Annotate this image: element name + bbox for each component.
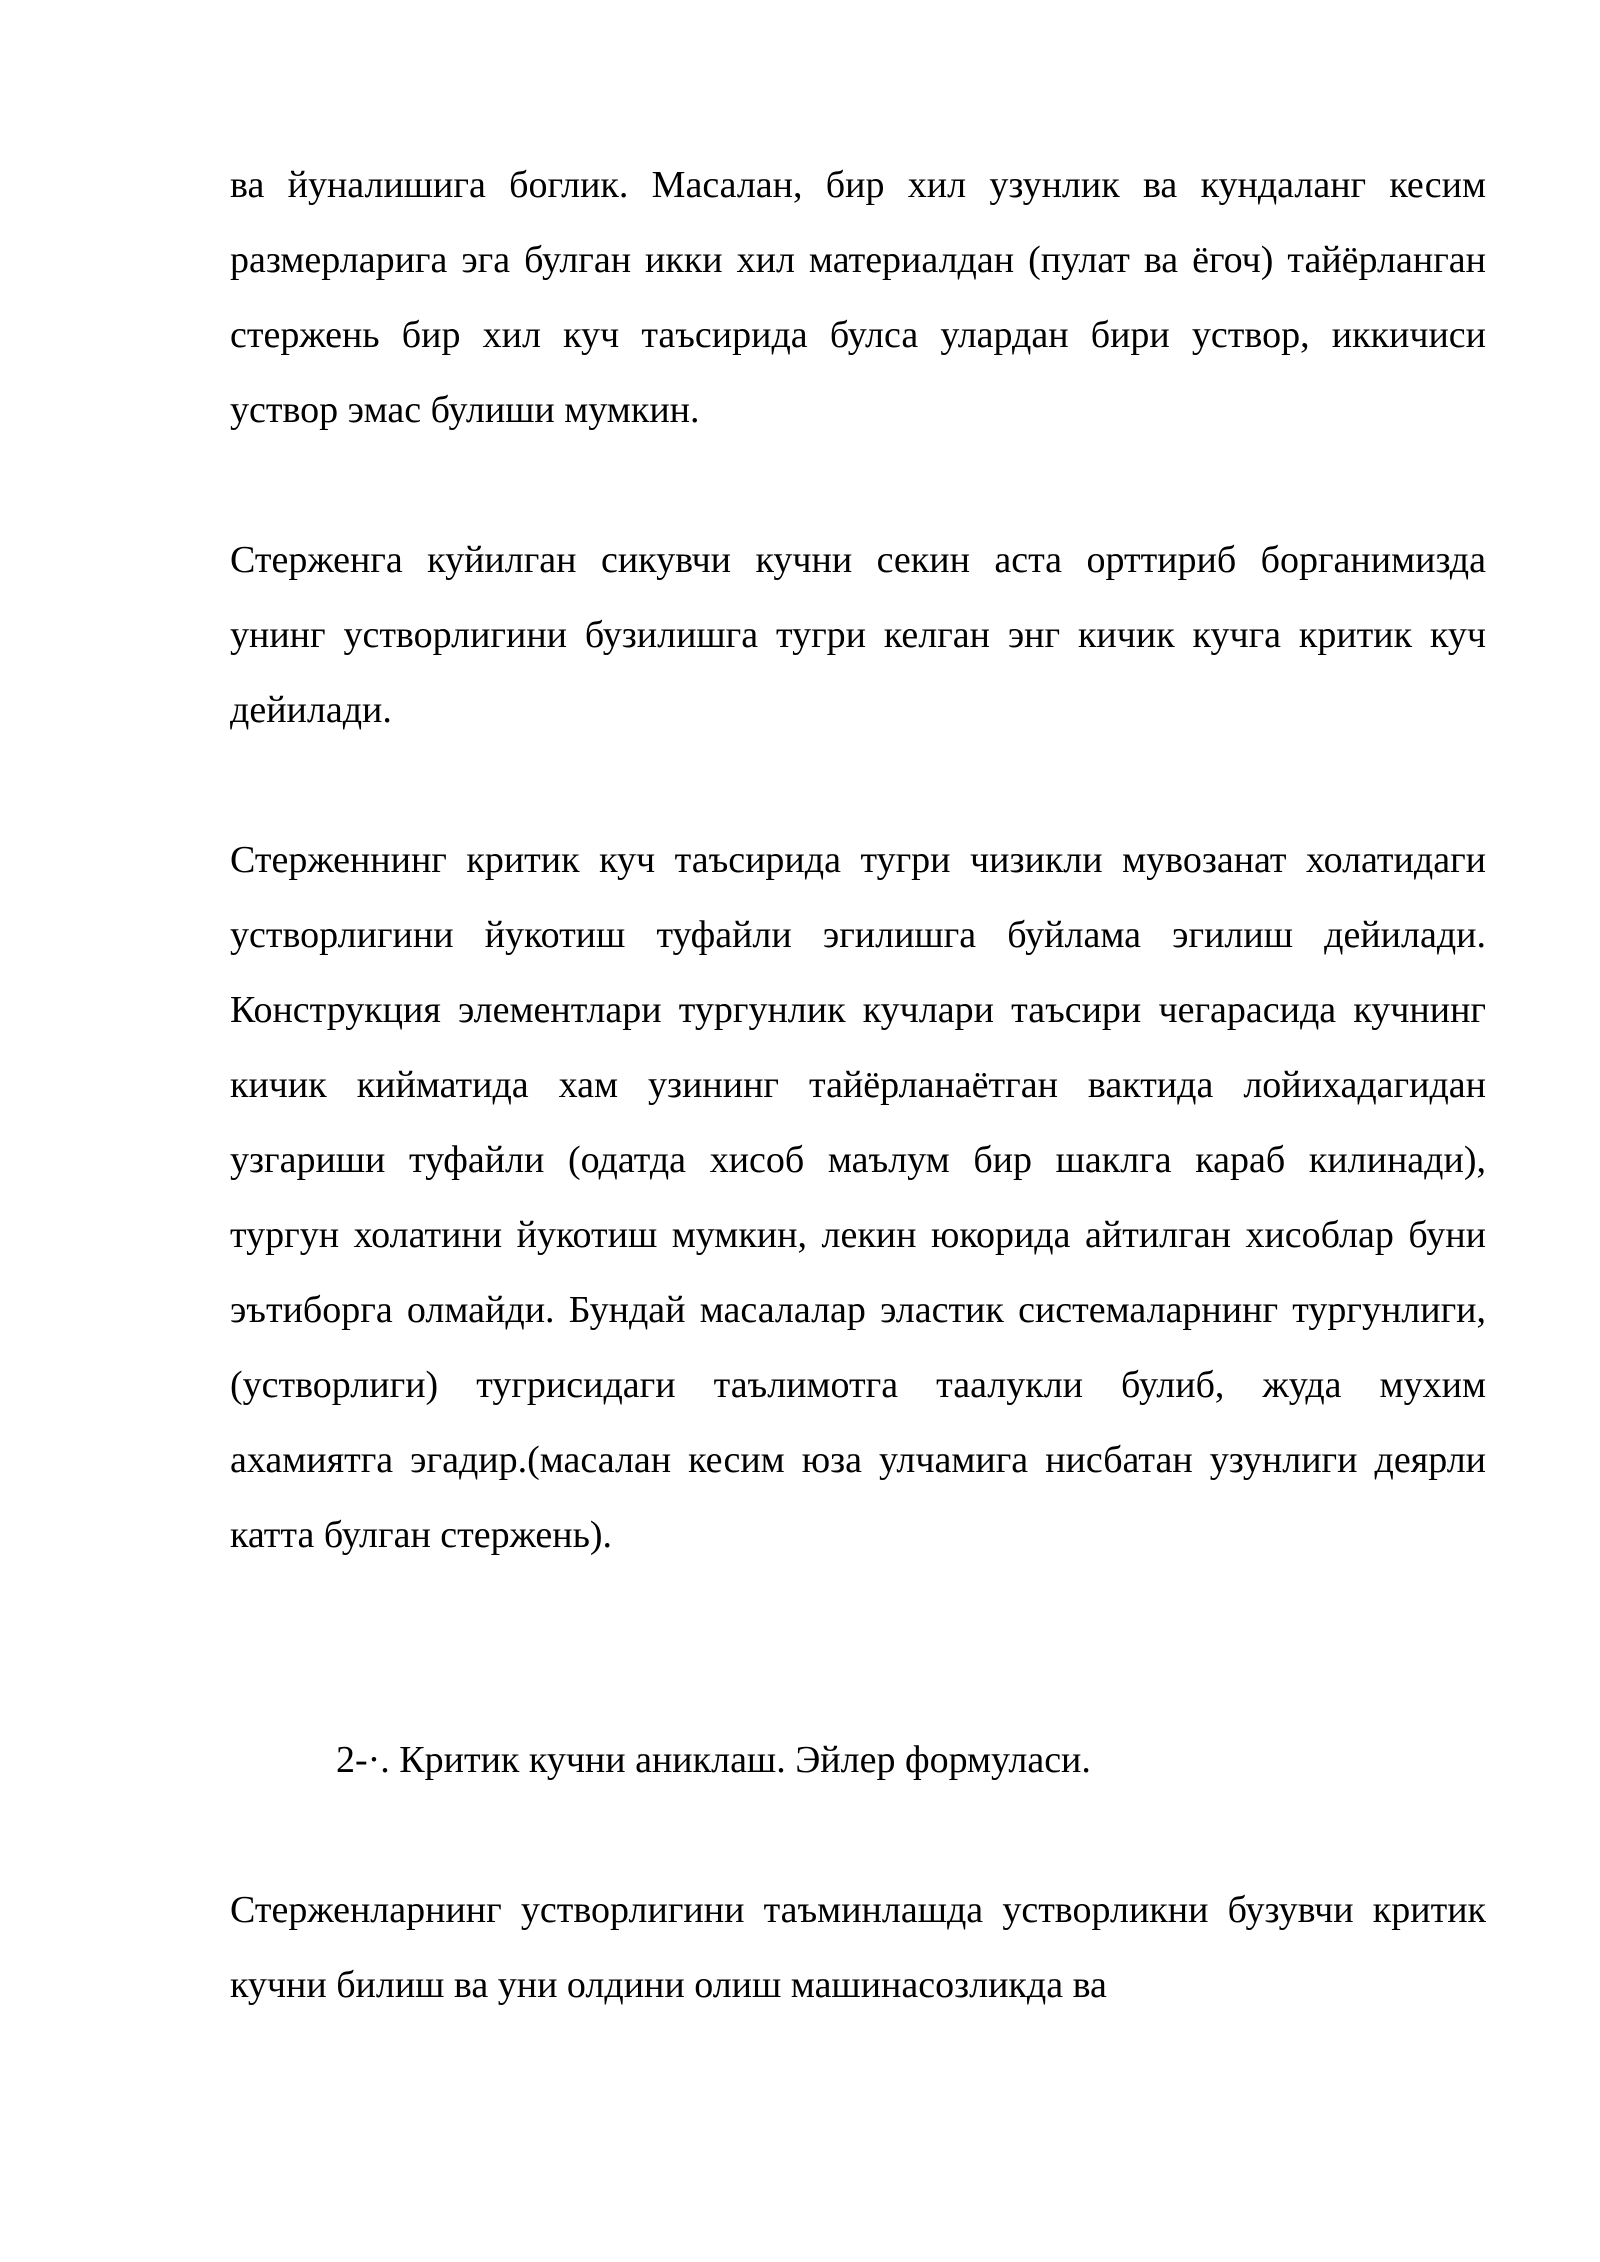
paragraph-critical-force-definition: Стерженга куйилган сикувчи кучни секин аста орттириб борганимизда унинг устворлигини бузилишга тугри келган энг кичик кучга критик куч дейилади. bbox=[230, 539, 1486, 731]
paragraph-intro: ва йуналишига боглик. Масалан, бир хил узунлик ва кундаланг кесим размерларига эга булган икки хил материалдан (пулат ва ёгоч) тайёрланган стержень бир хил куч таъсирида булса улардан бири уствор, иккичиси уствор эмас булиши мумкин. bbox=[230, 164, 1486, 431]
paragraph-final: Стерженларнинг устворлигини таъминлашда устворликни бузувчи критик кучни билиш ва уни олдини олиш машинасозликда ва bbox=[230, 1889, 1486, 2006]
paragraph-longitudinal-bending: Стерженнинг критик куч таъсирида тугри чизикли мувозанат холатидаги устворлигини йукотиш туфайли эгилишга буйлама эгилиш дейилади. Конструкция элементлари тургунлик кучлари таъсири чегарасида кучнинг кичик кийматида хам узининг тайёрланаётган вактида лойихадагидан узгариши туфайли (одатда хисоб маълум бир шаклга караб килинади), тургун холатини йукотиш мумкин, лекин юкорида айтилган хисоблар буни эътиборга олмайди. Бундай масалалар эластик системаларнинг тургунлиги, (устворлиги) тугрисидаги таълимотга таалукли булиб, жуда мухим ахамиятга эгадир.(масалан кесим юза улчамига нисбатан узунлиги деярли катта булган стержень). bbox=[230, 839, 1486, 1556]
document-body bbox=[230, 148, 1486, 2023]
section-heading: 2-·. Критик кучни аниклаш. Эйлер формуласи. bbox=[336, 1739, 1091, 1781]
